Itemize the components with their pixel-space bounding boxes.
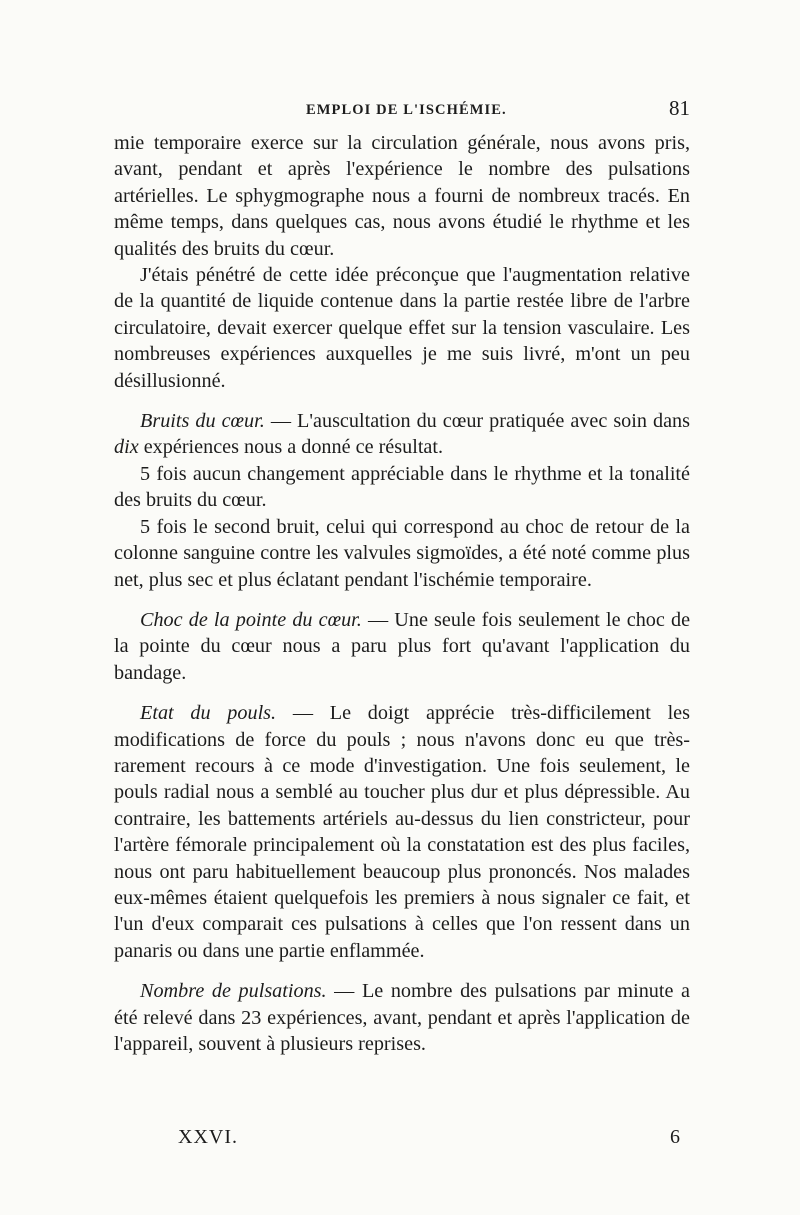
page-footer [114,1126,690,1156]
signature-mark: XXVI. [178,1126,238,1148]
paragraph-text: mie temporaire exerce sur la circulation générale, nous avons pris, avant, pendant et après l'expérience le nombre des pulsations artérielles. Le sphygmographe nous a fourni de nombreux tracés. En même temps, dans quelques cas, nous avons étudié le rhythme et les qualités des bruits du cœur. [114,132,690,260]
sheet-number: 6 [670,1126,680,1148]
paragraph-text: 5 fois le second bruit, celui qui correspond au choc de retour de la colonne sanguine contre les valvules sigmoïdes, a été noté comme plus net, plus sec et plus éclatant pendant l'ischémie temporaire. [114,515,690,591]
section-pulse-state [114,700,690,964]
paragraph [114,514,690,593]
paragraph-text: J'étais pénétré de cette idée préconçue que l'augmentation relative de la quantité de liquide contenue dans la partie restée libre de l'arbre circulatoire, devait exercer quelque effet sur la tension vasculaire. Les nombreuses expériences auxquelles je me suis livré, m'ont un peu désillusionné. [114,264,690,392]
paragraph-text: expériences nous a donné ce résultat. [138,436,444,459]
section-apex-beat [114,607,690,686]
paragraph-text: 5 fois aucun changement appréciable dans le rhythme et la tonalité des bruits du cœur. [114,462,690,512]
section-heading: Choc de la pointe du cœur. [140,608,362,631]
paragraph-text: — L'auscultation du cœur pratiquée avec soin dans [264,410,690,433]
paragraph [114,262,690,394]
page-number: 81 [669,96,690,120]
section-pulse-count [114,978,690,1057]
paragraph-text: — Le doigt apprécie très-difficilement les modifications de force du pouls ; nous n'avons donc eu que très-rarement recours à ce mode d'investigation. Une fois seulement, le pouls radial nous a semblé au toucher plus dur et plus dépressible. Au contraire, les battements artériels au-dessus du lien constricteur, pour l'artère fémorale principalement où la constatation est des plus faciles, nous ont paru habituellement beaucoup plus prononcés. Nos malades eux-mêmes étaient quelquefois les premiers à nous signaler ce fait, et l'un d'eux comparait ces pulsations à celles que l'on ressent dans un panaris ou dans une partie enflammée. [114,702,691,962]
emphasis-word: dix [114,436,139,459]
section-heading: Etat du pouls. [140,702,277,725]
section-heart-sounds [114,408,690,461]
section-heading: Nombre de pulsations. [140,980,327,1003]
page-header [112,96,690,126]
running-title: EMPLOI DE L'ISCHÉMIE. [306,102,507,118]
paragraph-text: — Le nombre des pulsations par minute a été relevé dans 23 expériences, avant, pendant et après l'application de l'appareil, souvent à plusieurs reprises. [114,980,690,1055]
paragraph-text: — Une seule fois seulement le choc de la pointe du cœur nous a paru plus fort qu'avant l'application du bandage. [114,608,691,684]
paragraph [114,461,690,514]
section-heading: Bruits du cœur. [140,410,265,433]
body-text [114,130,690,1057]
paragraph-continued [114,130,690,262]
